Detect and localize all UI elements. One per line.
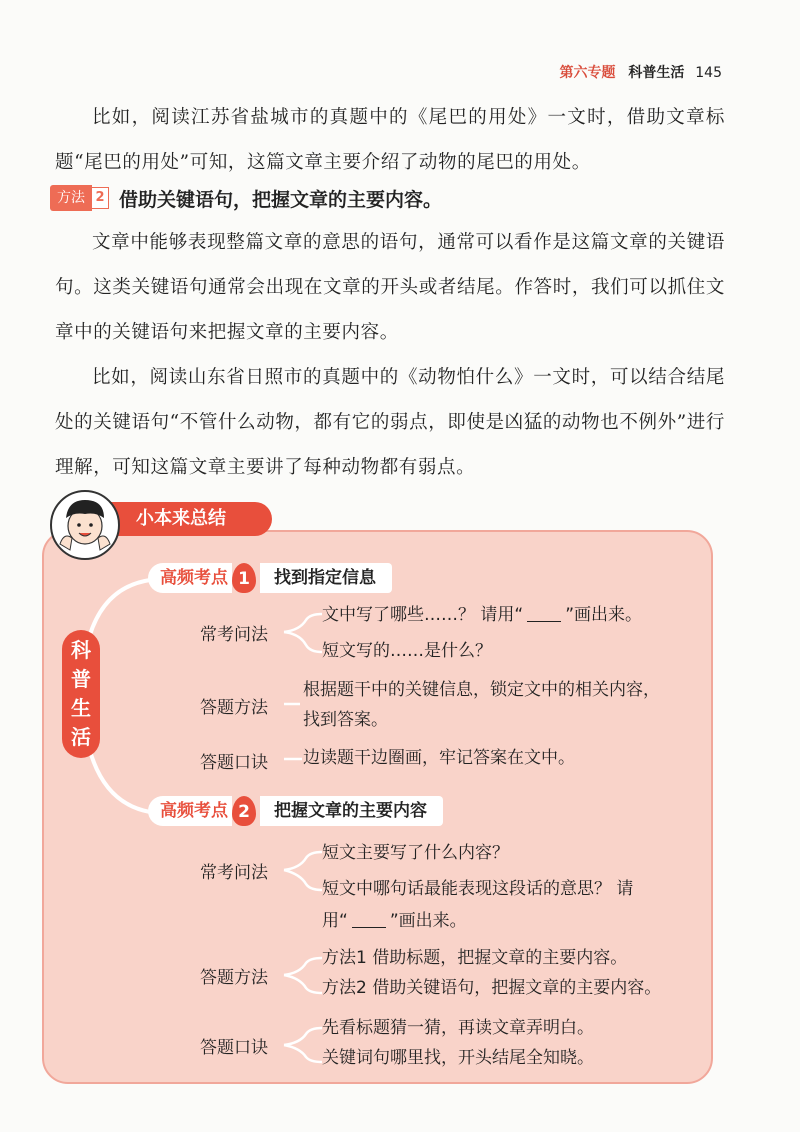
vertical-subject-tag [62, 630, 100, 758]
vertical-char: 科 [71, 638, 91, 662]
page-number: 145 [695, 65, 722, 81]
paragraph-explanation: 文章中能够表现整篇文章的意思的语句，通常可以看作是这篇文章的关键语句。这类关键语句通常会出现在文章的开头或者结尾。作答时，我们可以抓住文章中的关键语句来把握文章的主要内容。 [55, 232, 725, 343]
key-point-label: 高频考点 [148, 796, 232, 826]
kp1-method-label: 答题方法 [200, 698, 268, 718]
vertical-char: 活 [71, 725, 91, 749]
key-point-label: 高频考点 [148, 563, 232, 593]
flame-number-icon: 1 [232, 563, 256, 593]
subject-label: 科普生活 [628, 65, 685, 81]
method-title: 借助关键语句，把握文章的主要内容。 [119, 188, 443, 211]
method-tag: 方法 [50, 185, 92, 211]
kp1-question-1-pre: 文中写了哪些……？ 请用“ [322, 605, 524, 625]
kp1-tip-label: 答题口诀 [200, 753, 268, 773]
summary-title: 小本来总结 [100, 502, 272, 536]
kp1-tip-line-1: 边读题干边圈画，牢记答案在文中。 [303, 748, 575, 768]
boy-avatar-icon [50, 490, 120, 560]
kp2-question-3-pre: 用“ [322, 911, 348, 931]
kp2-tip-label: 答题口诀 [200, 1038, 268, 1058]
flame-number-icon: 2 [232, 796, 256, 826]
kp2-method-line-2: 方法2 借助关键语句，把握文章的主要内容。 [322, 978, 662, 998]
kp1-method-line-2: 找到答案。 [303, 710, 388, 730]
kp2-question-1: 短文主要写了什么内容？ [322, 843, 509, 863]
kp2-question-2: 短文中哪句话最能表现这段话的意思？ 请 [322, 879, 634, 899]
vertical-char: 普 [71, 667, 91, 691]
method-number: 2 [91, 187, 109, 209]
paragraph-example-2: 比如，阅读山东省日照市的真题中的《动物怕什么》一文时，可以结合结尾处的关键语句“不管什么动物，都有它的弱点，即使是凶猛的动物也不例外”进行理解，可知这篇文章主要讲了每种动物都有弱点。 [55, 367, 725, 478]
kp2-tip-line-1: 先看标题猜一猜，再读文章弄明白。 [322, 1018, 594, 1038]
paragraph-example-1: 比如，阅读江苏省盐城市的真题中的《尾巴的用处》一文时，借助文章标题“尾巴的用处”可知，这篇文章主要介绍了动物的尾巴的用处。 [55, 107, 725, 173]
kp2-method-label: 答题方法 [200, 968, 268, 988]
key-point-title: 把握文章的主要内容 [260, 796, 443, 826]
key-point-title: 找到指定信息 [260, 563, 392, 593]
vertical-char: 生 [71, 696, 91, 720]
kp2-tip-line-2: 关键词句哪里找，开头结尾全知晓。 [322, 1048, 594, 1068]
kp1-question-1-post: ”画出来。 [565, 605, 643, 625]
kp2-question-label: 常考问法 [200, 863, 268, 883]
kp2-method-line-1: 方法1 借助标题，把握文章的主要内容。 [322, 948, 628, 968]
kp1-question-label: 常考问法 [200, 625, 268, 645]
key-point-2 [148, 795, 443, 827]
kp1-question-2: 短文写的……是什么？ [322, 641, 492, 661]
topic-label: 第六专题 [559, 65, 616, 81]
kp1-method-line-1: 根据题干中的关键信息，锁定文中的相关内容， [303, 680, 660, 700]
key-point-1 [148, 562, 392, 594]
kp2-question-3-post: ”画出来。 [389, 911, 467, 931]
